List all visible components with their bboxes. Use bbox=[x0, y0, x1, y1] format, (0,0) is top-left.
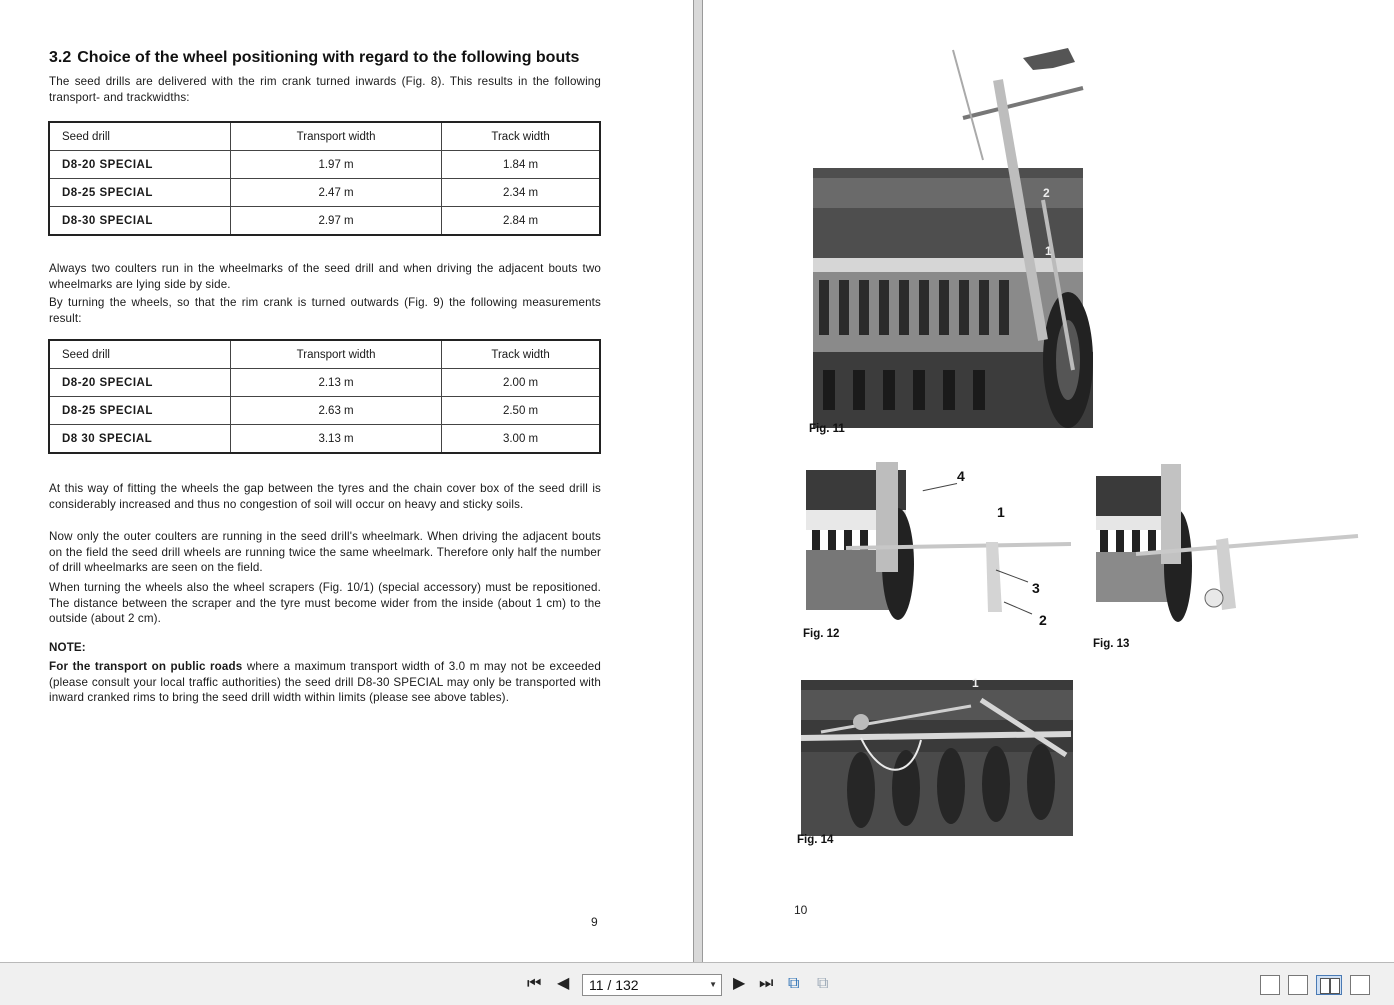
transport-width-cell: 2.13 m bbox=[231, 369, 442, 397]
table-row bbox=[49, 151, 600, 179]
fig12-callout-2: 2 bbox=[1039, 612, 1047, 628]
fig11-label: Fig. 11 bbox=[809, 423, 845, 435]
turning-paragraph: By turning the wheels, so that the rim crank is turned outwards (Fig. 9) the following measurements result: bbox=[49, 296, 601, 325]
note-text: where a maximum transport width of 3.0 m may not be exceeded (please consult your local traffic authorities) the seed drill D8-30 SPECIAL may only be transported with inward cranked rims to bring the seed drill width within limits (please see above tables). bbox=[49, 660, 602, 704]
track-width-cell: 2.50 m bbox=[442, 397, 600, 425]
note-label: NOTE: bbox=[49, 641, 86, 654]
table-row bbox=[49, 179, 600, 207]
fig12-callout-4: 4 bbox=[957, 468, 965, 484]
note-paragraph bbox=[49, 659, 601, 706]
model-cell: D8-20 SPECIAL bbox=[49, 369, 231, 397]
gap-paragraph: At this way of fitting the wheels the gap between the tyres and the chain cover box of the seed drill is considerably increased and thus no congestion of soil will occur on heavy and sticky soils. bbox=[49, 482, 601, 511]
fig12-photo bbox=[806, 452, 1071, 624]
fig11-photo bbox=[813, 40, 1093, 428]
viewer-toolbar bbox=[0, 962, 1394, 1005]
fig14-label: Fig. 14 bbox=[797, 834, 834, 846]
model-cell: D8-25 SPECIAL bbox=[49, 179, 231, 207]
two-page-view-icon[interactable] bbox=[1316, 975, 1342, 995]
model-cell: D8-20 SPECIAL bbox=[49, 151, 231, 179]
chevron-down-icon[interactable]: ▼ bbox=[709, 980, 717, 989]
fig12-callout-3: 3 bbox=[1032, 580, 1040, 596]
width-table-outward bbox=[48, 339, 601, 454]
page-number-field[interactable] bbox=[582, 974, 722, 996]
table-row bbox=[49, 425, 600, 454]
table-header-row bbox=[49, 340, 600, 369]
next-page-icon[interactable]: ▶ bbox=[733, 975, 746, 992]
table-row bbox=[49, 397, 600, 425]
header-transport-width: Transport width bbox=[231, 340, 442, 369]
fig12-label: Fig. 12 bbox=[803, 628, 840, 640]
page-gutter bbox=[693, 0, 703, 962]
single-page-view-icon[interactable] bbox=[1260, 975, 1280, 995]
fig13-photo bbox=[1096, 458, 1361, 628]
transport-width-cell: 1.97 m bbox=[231, 151, 442, 179]
model-cell: D8 30 SPECIAL bbox=[49, 425, 231, 454]
width-table-inward bbox=[48, 121, 601, 236]
section-number: 3.2 bbox=[49, 49, 72, 66]
track-width-cell: 2.34 m bbox=[442, 179, 600, 207]
transport-width-cell: 3.13 m bbox=[231, 425, 442, 454]
transport-width-cell: 2.63 m bbox=[231, 397, 442, 425]
two-page-continuous-view-icon[interactable] bbox=[1350, 975, 1370, 995]
header-seed-drill: Seed drill bbox=[49, 122, 231, 151]
last-page-icon[interactable]: ⏭ bbox=[759, 975, 774, 992]
left-page bbox=[0, 0, 693, 962]
right-page bbox=[703, 0, 1394, 962]
note-bold-text: For the transport on public roads bbox=[49, 660, 243, 673]
track-width-cell: 2.00 m bbox=[442, 369, 600, 397]
track-width-cell: 2.84 m bbox=[442, 207, 600, 236]
fig12-callout-1: 1 bbox=[997, 504, 1005, 520]
fig13-label: Fig. 13 bbox=[1093, 638, 1130, 650]
fig11-callout-2: 2 bbox=[1043, 186, 1050, 200]
table-row bbox=[49, 369, 600, 397]
table-row bbox=[49, 207, 600, 236]
page-indicator: 11 / 132 bbox=[589, 977, 639, 993]
continuous-view-icon[interactable] bbox=[1288, 975, 1308, 995]
table-header-row bbox=[49, 122, 600, 151]
first-page-icon[interactable]: ⏮ bbox=[527, 975, 542, 992]
intro-paragraph: The seed drills are delivered with the rim crank turned inwards (Fig. 8). This results in the following transport- and trackwidths: bbox=[49, 75, 601, 104]
transport-width-cell: 2.97 m bbox=[231, 207, 442, 236]
scrapers-paragraph: When turning the wheels also the wheel scrapers (Fig. 10/1) (special accessory) must be repositioned. The distance between the scraper and the tyre must become wider from the inside (about 1 cm) to the outside (about 2 cm). bbox=[49, 581, 601, 625]
header-transport-width: Transport width bbox=[231, 122, 442, 151]
fig11-callout-1: 1 bbox=[1045, 244, 1052, 258]
coulters-paragraph: Always two coulters run in the wheelmarks of the seed drill and when driving the adjacent bouts two wheelmarks are lying side by side. bbox=[49, 262, 601, 291]
header-track-width: Track width bbox=[442, 122, 600, 151]
model-cell: D8-30 SPECIAL bbox=[49, 207, 231, 236]
fig14-photo bbox=[801, 660, 1073, 836]
track-width-cell: 3.00 m bbox=[442, 425, 600, 454]
track-width-cell: 1.84 m bbox=[442, 151, 600, 179]
previous-page-icon[interactable]: ◀ bbox=[557, 975, 570, 992]
go-back-view-icon[interactable]: ⧉ bbox=[788, 975, 800, 992]
header-seed-drill: Seed drill bbox=[49, 340, 231, 369]
outer-coulters-paragraph: Now only the outer coulters are running in the seed drill's wheelmark. When driving the adjacent bouts on the field the seed drill wheels are running twice the same wheelmark. Therefore only half the number of drill wheelmarks are seen on the field. bbox=[49, 530, 601, 574]
page-number-left: 9 bbox=[591, 915, 598, 929]
fig14-callout-1: 1 bbox=[972, 676, 979, 690]
model-cell: D8-25 SPECIAL bbox=[49, 397, 231, 425]
section-title: Choice of the wheel positioning with regard to the following bouts bbox=[77, 49, 580, 66]
section-heading bbox=[49, 49, 579, 67]
transport-width-cell: 2.47 m bbox=[231, 179, 442, 207]
page-number-right: 10 bbox=[794, 903, 808, 917]
go-forward-view-icon[interactable]: ⧉ bbox=[817, 975, 829, 992]
header-track-width: Track width bbox=[442, 340, 600, 369]
